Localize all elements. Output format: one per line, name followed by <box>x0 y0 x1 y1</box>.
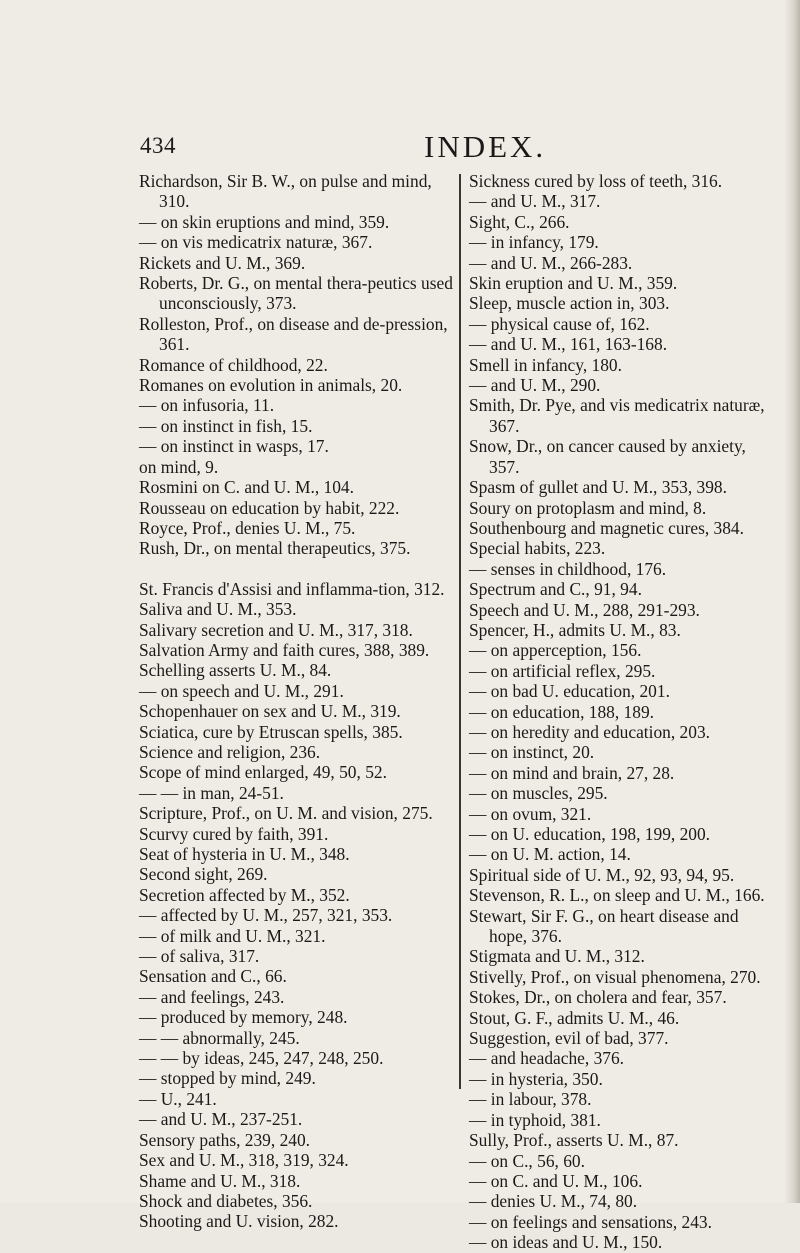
index-entry: — on instinct in wasps, 17. <box>139 436 329 457</box>
index-entry: Stivelly, Prof., on visual phenomena, 270. <box>469 966 761 987</box>
column-divider <box>459 174 461 1089</box>
index-entry: Speech and U. M., 288, 291-293. <box>469 599 700 620</box>
index-entry: — produced by memory, 248. <box>139 1007 348 1028</box>
index-entry: — in labour, 378. <box>469 1089 592 1110</box>
index-entry: Sickness cured by loss of teeth, 316. <box>469 171 723 191</box>
index-entry: — and U. M., 266-283. <box>469 252 633 273</box>
index-entry: — affected by U. M., 257, 321, 353. <box>139 905 393 926</box>
page-number: 434 <box>140 133 176 158</box>
index-entry: Smith, Dr. Pye, and vis medicatrix naturæ, 367. <box>469 395 765 436</box>
index-entry: — stopped by mind, 249. <box>139 1068 316 1089</box>
index-entry: — on vis medicatrix naturæ, 367. <box>139 232 373 253</box>
index-entry: — on muscles, 295. <box>469 783 608 804</box>
index-entry: St. Francis d'Assisi and inflamma-tion, 312. <box>139 578 445 599</box>
index-column-left <box>139 171 455 1232</box>
index-entry: Stout, G. F., admits U. M., 46. <box>469 1007 680 1028</box>
index-entry: — on U. education, 198, 199, 200. <box>469 824 711 844</box>
index-entry: Spectrum and C., 91, 94. <box>469 579 642 600</box>
page-edge-shadow <box>784 0 800 1203</box>
index-entry: — and U. M., 290. <box>469 375 601 396</box>
index-entry: — on speech and U. M., 291. <box>139 680 344 701</box>
index-entry: — on skin eruptions and mind, 359. <box>139 211 390 232</box>
index-entry: Rosmini on C. and U. M., 104. <box>139 477 354 498</box>
index-entry: Special habits, 223. <box>469 538 606 559</box>
index-entry: Sensory paths, 239, 240. <box>139 1129 311 1150</box>
index-entry: — and headache, 376. <box>469 1048 625 1069</box>
index-entry: Romance of childhood, 22. <box>139 354 328 375</box>
index-entry: Shame and U. M., 318. <box>139 1170 301 1191</box>
index-entry: Schopenhauer on sex and U. M., 319. <box>139 701 401 722</box>
index-entry: — in typhoid, 381. <box>469 1109 601 1130</box>
index-entry: — on instinct in fish, 15. <box>139 415 313 436</box>
index-entry: — on heredity and education, 203. <box>469 721 710 742</box>
index-entry: — U., 241. <box>139 1088 217 1109</box>
index-entry: — on C., 56, 60. <box>469 1150 585 1171</box>
index-entry: Rousseau on education by habit, 222. <box>139 497 400 518</box>
index-entry: — on infusoria, 11. <box>139 395 275 416</box>
index-entry: Science and religion, 236. <box>139 741 321 762</box>
index-entry: Sleep, muscle action in, 303. <box>469 293 670 314</box>
index-entry: Stokes, Dr., on cholera and fear, 357. <box>469 987 727 1008</box>
index-entry: — — abnormally, 245. <box>139 1027 300 1048</box>
index-entry: Salivary secretion and U. M., 317, 318. <box>139 619 413 640</box>
index-entry: — on ovum, 321. <box>469 803 592 824</box>
index-entry: on mind, 9. <box>139 456 219 477</box>
index-entry: — denies U. M., 74, 80. <box>469 1191 638 1212</box>
running-title: INDEX. <box>424 129 547 164</box>
index-entry: Salvation Army and faith cures, 388, 389. <box>139 639 430 660</box>
index-entry: Scope of mind enlarged, 49, 50, 52. <box>139 762 387 783</box>
index-entry: Suggestion, evil of bad, 377. <box>469 1028 669 1049</box>
index-entry: — on mind and brain, 27, 28. <box>469 762 675 783</box>
index-entry: Roberts, Dr. G., on mental thera-peutics used unconsciously, 373. <box>139 273 453 314</box>
index-entry: Second sight, 269. <box>139 864 268 885</box>
index-entry: — in infancy, 179. <box>469 232 599 253</box>
index-entry: Spiritual side of U. M., 92, 93, 94, 95. <box>469 864 735 885</box>
page-header <box>0 129 800 173</box>
index-entry: — and U. M., 161, 163-168. <box>469 334 668 355</box>
index-entry: Spasm of gullet and U. M., 353, 398. <box>469 477 727 498</box>
index-entry: Southenbourg and magnetic cures, 384. <box>469 517 744 538</box>
index-entry: — and U. M., 317. <box>469 191 601 212</box>
index-entry: Sensation and C., 66. <box>139 966 287 987</box>
index-entry: — of saliva, 317. <box>139 946 260 967</box>
index-entry: Richardson, Sir B. W., on pulse and mind, 310. <box>139 171 432 212</box>
index-entry: — physical cause of, 162. <box>469 313 650 334</box>
index-column-right <box>469 171 779 1253</box>
index-entry: Saliva and U. M., 353. <box>139 599 297 620</box>
index-entry: Schelling asserts U. M., 84. <box>139 660 332 681</box>
index-entry: Soury on protoplasm and mind, 8. <box>469 497 707 518</box>
index-entry: Sciatica, cure by Etruscan spells, 385. <box>139 721 403 742</box>
index-entry: Skin eruption and U. M., 359. <box>469 273 678 294</box>
index-entry: — on instinct, 20. <box>469 742 595 763</box>
index-entry: Sex and U. M., 318, 319, 324. <box>139 1150 349 1171</box>
index-entry: — on artificial reflex, 295. <box>469 660 656 681</box>
index-entry: — on feelings and sensations, 243. <box>469 1211 712 1232</box>
index-entry: — on bad U. education, 201. <box>469 681 670 702</box>
index-entry: Royce, Prof., denies U. M., 75. <box>139 517 356 538</box>
index-entry: Scurvy cured by faith, 391. <box>139 823 329 844</box>
index-entry: — on education, 188, 189. <box>469 701 654 722</box>
index-entry: Sight, C., 266. <box>469 211 570 232</box>
index-entry: Stigmata and U. M., 312. <box>469 946 645 967</box>
index-entry: Seat of hysteria in U. M., 348. <box>139 844 350 864</box>
index-entry: Shock and diabetes, 356. <box>139 1190 313 1211</box>
index-entry: — of milk and U. M., 321. <box>139 925 326 946</box>
index-entry: Shooting and U. vision, 282. <box>139 1211 339 1232</box>
index-entry: — — in man, 24-51. <box>139 782 284 803</box>
index-entry: — on apperception, 156. <box>469 640 642 661</box>
index-entry: — and feelings, 243. <box>139 986 285 1007</box>
index-entry: Smell in infancy, 180. <box>469 354 622 375</box>
index-entry: Rolleston, Prof., on disease and de-pression, 361. <box>139 313 448 355</box>
index-entry: — on C. and U. M., 106. <box>469 1170 643 1191</box>
index-entry: — — by ideas, 245, 247, 248, 250. <box>139 1048 384 1069</box>
index-entry: Scripture, Prof., on U. M. and vision, 275. <box>139 803 433 824</box>
index-entry: Secretion affected by M., 352. <box>139 884 350 905</box>
index-entry: Stewart, Sir F. G., on heart disease and hope, 376. <box>469 905 739 947</box>
index-entry: Sully, Prof., asserts U. M., 87. <box>469 1130 679 1151</box>
index-entry: Stevenson, R. L., on sleep and U. M., 166. <box>469 885 765 906</box>
index-entry: Snow, Dr., on cancer caused by anxiety, 357. <box>469 436 746 477</box>
index-entry: — on U. M. action, 14. <box>469 844 631 865</box>
index-entry: — and U. M., 237-251. <box>139 1109 303 1130</box>
index-entry: — senses in childhood, 176. <box>469 558 667 579</box>
index-entry: — on ideas and U. M., 150. <box>469 1232 663 1253</box>
index-entry: Rickets and U. M., 369. <box>139 252 306 273</box>
index-entry: Rush, Dr., on mental therapeutics, 375. <box>139 538 411 559</box>
index-entry: — in hysteria, 350. <box>469 1068 603 1089</box>
index-section-gap <box>139 559 455 579</box>
index-entry: Spencer, H., admits U. M., 83. <box>469 619 681 640</box>
index-entry: Romanes on evolution in animals, 20. <box>139 375 403 396</box>
